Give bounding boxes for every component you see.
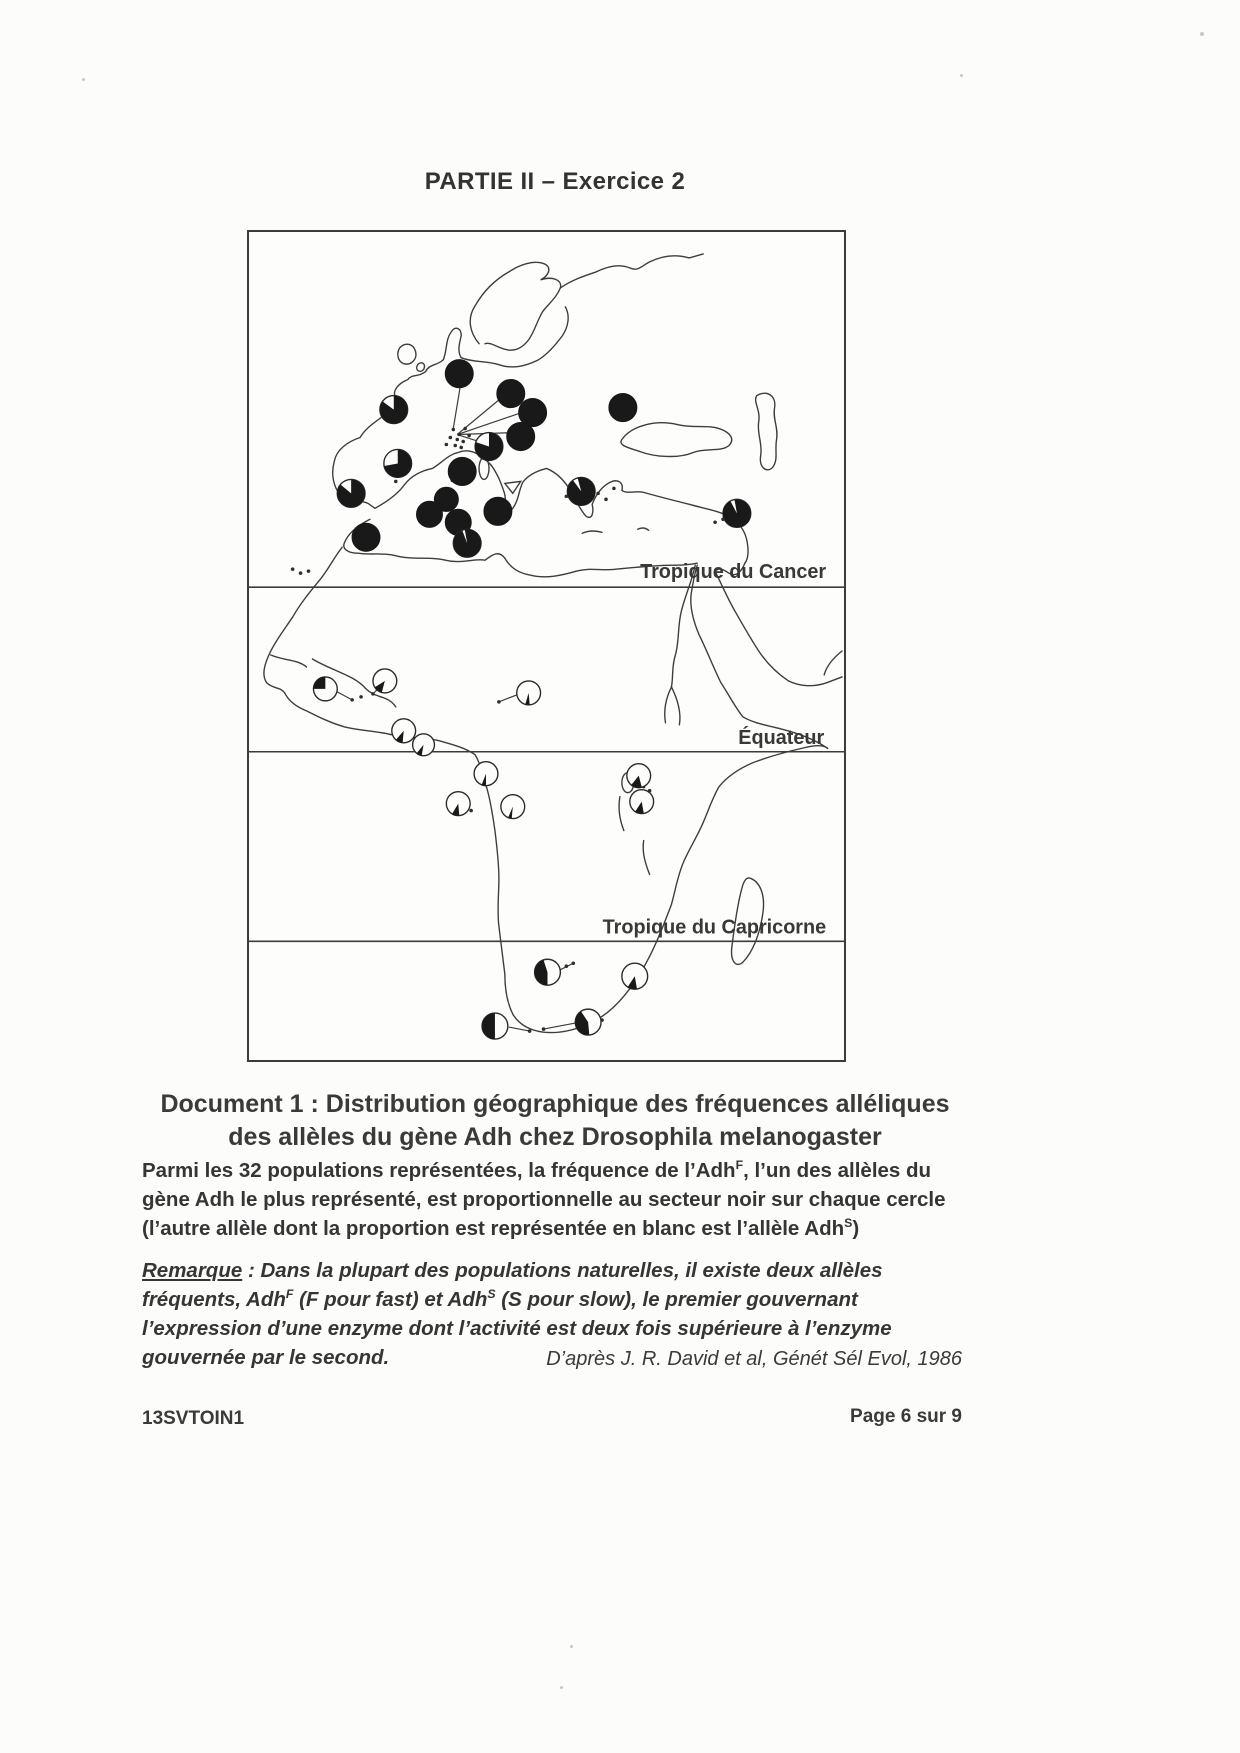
population-pie [337,479,365,507]
equator-label: Équateur [738,726,825,749]
sample-site-dot [457,433,461,437]
pie-black-full [609,394,637,422]
caption-line-2: des allèles du gène Adh chez Drosophila melanogaster [228,1123,882,1151]
coast-crete [582,531,602,533]
sample-site-dot [713,521,717,525]
coast-black-sea [621,423,732,457]
coast-sicily [505,481,521,493]
figure-description: Parmi les 32 populations représentées, la fréquence de l’Adh$^F$, l’un des allèles du gène Adh le plus représenté, est proportionnelle au secteur noir sur chaque cercle (l’autre allèle dont la proportion est représentée en blanc est l’allèle Adh$^S$) [142,1158,946,1240]
page-number: Page 6 sur 9 [850,1406,962,1427]
population-pie [507,423,535,451]
coast-scandinavia [470,262,560,350]
pie-black-full [507,423,535,451]
tropic-of-cancer-label: Tropique du Cancer [640,561,827,584]
nile-branch-west [665,687,672,723]
population-pie [453,529,481,557]
sample-site-dot [451,428,455,432]
population-pie [434,487,458,511]
document-caption [140,1088,970,1154]
pie-black-full [352,523,380,551]
coast-caspian-sea [756,393,777,470]
sample-site-dot [453,444,457,448]
senegal-river [271,655,307,667]
population-pie [448,457,476,485]
population-pie [313,677,337,701]
population-pie [380,396,408,424]
sample-site-dot [350,698,354,702]
population-pie [474,762,498,786]
population-pie [497,380,525,408]
scan-speck [82,78,85,81]
sample-site-dot [467,434,471,438]
sample-site-dot [299,571,303,575]
population-pie [622,963,648,989]
population-pie [501,795,525,819]
sample-site-dot [565,964,569,968]
sample-site-dot [307,569,311,573]
sample-site-dot [528,1029,532,1033]
africa-europe-map [249,232,844,1060]
sample-site-dot [542,1027,546,1031]
connector-line [544,1023,576,1029]
population-pie [627,764,651,788]
coast-persian-gulf [824,651,842,675]
pie-circle [413,734,435,756]
population-pie [413,734,435,756]
pie-black-sector [313,677,325,689]
population-pie [352,523,380,551]
scan-speck [560,1686,563,1689]
sample-site-dot [445,443,449,447]
pie-black-full [484,497,512,525]
pie-black-sector [482,1013,495,1039]
pie-black-sector [567,477,595,505]
population-pie [446,792,470,816]
sample-site-dot [359,695,363,699]
sample-site-dot [612,487,616,491]
latitude-lines [249,587,844,941]
remark-paragraph: Remarque : Dans la plupart des populations naturelles, il existe deux allèles fréquents, Adh$^F$ (F pour fast) et Adh$^S$ (S pour slow), le premier gouvernant l’expression d’une enzyme dont l’activité est deux fois supérieure à l’enzyme gouvernée par le second. [142,1259,892,1369]
page-title: PARTIE II – Exercice 2 [424,168,686,195]
population-pie [475,433,503,461]
lake-tanganyika [619,797,624,831]
sample-site-dot [449,436,453,440]
population-pie [517,681,541,705]
coast-arabia [715,571,842,686]
population-pie [567,477,595,505]
scan-speck [1200,32,1204,36]
connector-line [499,695,517,702]
population-pie [723,499,751,527]
pie-black-full [448,457,476,485]
scan-speck [570,1645,573,1648]
sample-site-dot [394,480,398,484]
map-frame [247,230,846,1062]
document-code: 13SVTOIN1 [142,1408,245,1429]
nile-branch-east [671,687,679,725]
population-pie [575,1009,601,1035]
sample-site-dot [497,700,501,704]
source-attribution: D’après J. R. David et al, Génét Sél Evol, 1986 [546,1348,962,1370]
pie-black-full [497,380,525,408]
connector-line [337,692,352,700]
population-pie [535,959,561,985]
tropic-of-capricorn-label: Tropique du Capricorne [602,916,827,939]
population-pie [609,394,637,422]
coast-baltic [461,307,568,367]
scan-speck [960,74,963,77]
coast-cyprus [638,528,649,530]
sample-site-dot [469,809,473,813]
sample-site-dot [463,427,467,431]
pie-black-full [445,360,473,388]
sample-site-dot [571,961,575,965]
coast-arctic [560,254,703,288]
population-pie [373,669,397,693]
caption-line-1: Document 1 : Distribution géographique des fréquences alléliques [160,1090,950,1118]
sample-site-dot [371,692,375,696]
sample-site-dot [455,438,459,442]
coast-denmark [443,328,461,359]
population-pie [630,790,654,814]
connector-line [453,387,460,429]
population-pie [482,1013,508,1039]
pie-black-sector [723,499,751,527]
sample-site-dot [459,446,463,450]
sample-site-dot [604,498,608,502]
pie-black-sector [453,529,481,557]
pie-circle [392,719,416,743]
population-pie [484,497,512,525]
sample-site-dot [461,440,465,444]
population-pie [445,360,473,388]
population-pie [392,719,416,743]
nile-river [671,565,695,687]
coast-british-isles [398,344,425,371]
sample-site-dot [291,567,295,571]
sample-site-dot [596,492,600,496]
pie-black-full [434,487,458,511]
population-pie [384,449,412,477]
lake-malawi [643,841,649,875]
